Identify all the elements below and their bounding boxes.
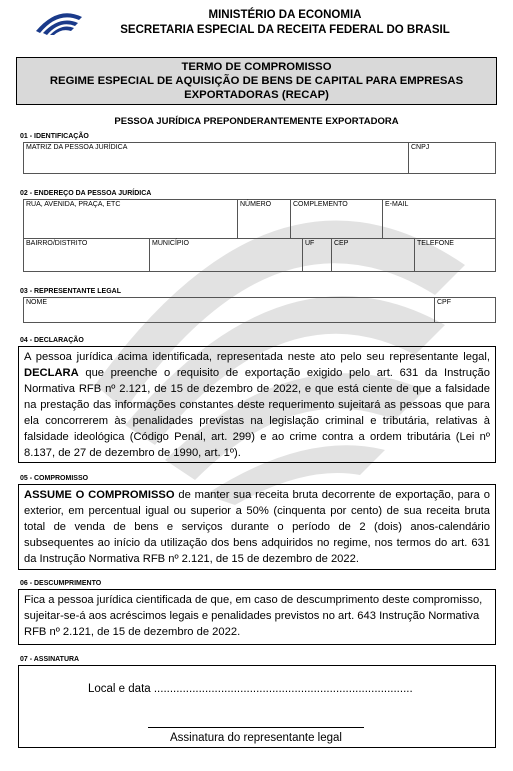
municipio-field[interactable] (149, 238, 303, 272)
municipio-field-label: MUNICÍPIO (152, 240, 189, 247)
numero-field-label: NÚMERO (240, 201, 272, 208)
section-03-label: 03 - REPRESENTANTE LEGAL (20, 288, 121, 295)
cnpj-field[interactable] (408, 142, 496, 174)
cep-field[interactable] (331, 238, 415, 272)
bairro-field-label: BAIRRO/DISTRITO (26, 240, 88, 247)
local-data-field[interactable]: Local e data ................................................................................. (88, 683, 413, 695)
declaracao-text (18, 346, 496, 463)
section-01-label: 01 - IDENTIFICAÇÃO (20, 133, 89, 140)
compromisso-bold: ASSUME O COMPROMISSO (24, 489, 175, 501)
section-05-label: 05 - COMPROMISSO (20, 475, 89, 482)
nome-field-label: NOME (26, 299, 47, 306)
section-07-label: 07 - ASSINATURA (20, 656, 80, 663)
signature-caption: Assinatura do representante legal (170, 732, 342, 744)
section-04-label: 04 - DECLARAÇÃO (20, 337, 84, 344)
matriz-field-label: MATRIZ DA PESSOA JURÍDICA (26, 144, 128, 151)
rua-field[interactable] (23, 199, 238, 239)
title-line-3: EXPORTADORAS (RECAP) (184, 89, 329, 101)
declaracao-text-before: A pessoa jurídica acima identificada, representada neste ato pelo seu representante legal, (24, 351, 490, 363)
compromisso-text-after: de manter sua receita bruta decorrente de exportação, para o exterior, em percentual igual ou superior a 50% (cinquenta por cento) de sua receita bruta total de venda de bens e serviços durante o período de 2 (dois) anos-calendário subsequentes ao início da utilização dos bens adquiridos no regime, nos termos do art. 631 da Instrução Normativa RFB nº 2.121, de 15 de dezembro de 2022. (24, 489, 490, 565)
complemento-field-label: COMPLEMENTO (293, 201, 348, 208)
numero-field[interactable] (237, 199, 291, 239)
secretariat-name: SECRETARIA ESPECIAL DA RECEITA FEDERAL DO BRASIL (120, 24, 450, 36)
declaracao-bold: DECLARA (24, 367, 79, 379)
email-field[interactable] (382, 199, 496, 239)
section-06-label: 06 - DESCUMPRIMENTO (20, 580, 102, 587)
cpf-field-label: CPF (437, 299, 451, 306)
cpf-field[interactable] (434, 297, 496, 323)
matriz-field[interactable] (23, 142, 409, 174)
nome-field[interactable] (23, 297, 435, 323)
complemento-field[interactable] (290, 199, 383, 239)
telefone-field[interactable] (414, 238, 496, 272)
receita-federal-logo-icon (34, 9, 84, 35)
ministry-name: MINISTÉRIO DA ECONOMIA (208, 9, 362, 21)
bairro-field[interactable] (23, 238, 150, 272)
email-field-label: E-MAIL (385, 201, 409, 208)
uf-field-label: UF (305, 240, 315, 247)
uf-field[interactable] (302, 238, 332, 272)
cnpj-field-label: CNPJ (411, 144, 430, 151)
subtitle: PESSOA JURÍDICA PREPONDERANTEMENTE EXPORTADORA (114, 116, 399, 127)
descumprimento-text-body: Fica a pessoa jurídica cientificada de que, em caso de descumprimento deste compromisso, sujeitar-se-á aos acréscimos legais e penalidades previstos no art. 643 Instrução Normativa RFB nº 2.121, de 15 de dezembro de 2022. (24, 594, 483, 638)
signature-line[interactable] (148, 727, 364, 728)
compromisso-text (18, 484, 496, 570)
title-line-2: REGIME ESPECIAL DE AQUISIÇÃO DE BENS DE CAPITAL PARA EMPRESAS (49, 75, 464, 87)
title-line-1: TERMO DE COMPROMISSO (181, 61, 332, 73)
declaracao-text-after: que preenche o requisito de exportação exigido pelo art. 631 da Instrução Normativa RFB nº 2.121, de 15 de dezembro de 2022, e que está ciente de que a falsidade na prestação das informações constantes deste requerimento sujeitará as pessoas que para ela concorrerem às penalidades previstas na legislação criminal e tributária, relativas à falsidade ideológica (Código Penal, art. 299) e ao crime contra a ordem tributária (Lei nº 8.137, de 27 de dezembro de 1990, art. 1º). (24, 367, 490, 459)
section-02-label: 02 - ENDEREÇO DA PESSOA JURÍDICA (20, 190, 152, 197)
cep-field-label: CEP (334, 240, 349, 247)
document-title (16, 57, 497, 105)
rua-field-label: RUA, AVENIDA, PRAÇA, ETC (26, 201, 121, 208)
telefone-field-label: TELEFONE (417, 240, 454, 247)
descumprimento-text (18, 589, 496, 645)
